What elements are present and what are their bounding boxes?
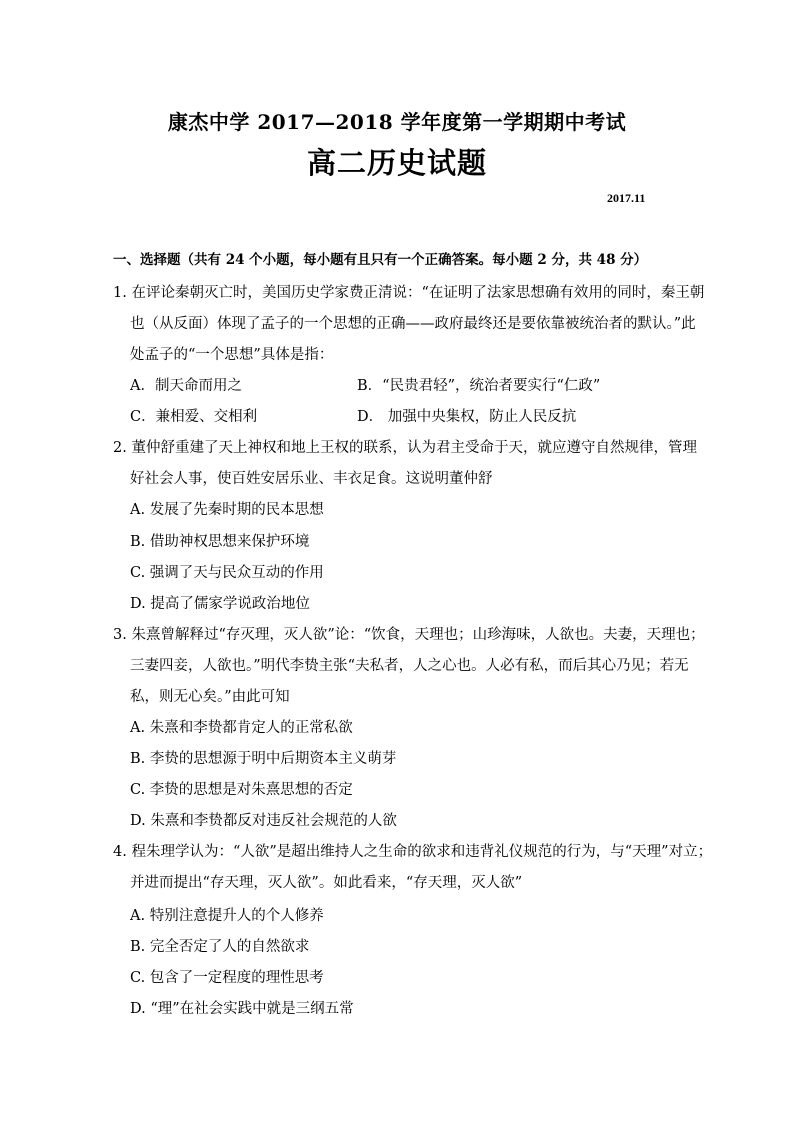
question-2-line-2: 好社会人事，使百姓安居乐业、丰衣足食。这说明董仲舒 <box>130 471 493 487</box>
question-1-line-2: 也（从反面）体现了孟子的一个思想的正确——政府最终还是要依靠被统治者的默认。”此 <box>130 316 696 332</box>
question-1-option-c: C．兼相爱、交相利 <box>130 409 258 425</box>
question-2-option-c: C. 强调了天与民众互动的作用 <box>130 565 324 581</box>
question-1-option-a: A．制天命而用之 <box>130 378 242 394</box>
question-4-option-a: A. 特别注意提升人的个人修养 <box>130 908 324 924</box>
question-3-option-d: D. 朱熹和李贽都反对违反社会规范的人欲 <box>130 813 397 829</box>
question-2-option-b: B. 借助神权思想来保护环境 <box>130 534 310 550</box>
question-3-line-2: 三妻四妾，人欲也。”明代李贽主张“夫私者，人之心也。人必有私，而后其心乃见；若无 <box>130 658 689 674</box>
question-1-option-d: D． 加强中央集权，防止人民反抗 <box>357 409 577 425</box>
question-2-option-d: D. 提高了儒家学说政治地位 <box>130 596 310 612</box>
question-2-option-a: A. 发展了先秦时期的民本思想 <box>130 502 324 518</box>
question-3-option-a: A. 朱熹和李贽都肯定人的正常私欲 <box>130 720 353 736</box>
exam-date: 2017.11 <box>607 191 646 205</box>
exam-subject-title: 高二历史试题 <box>306 146 487 180</box>
question-4-option-d: D. “理”在社会实践中就是三纲五常 <box>130 1001 354 1017</box>
section-heading: 一、选择题（共有 24 个小题，每小题有且只有一个正确答案。每小题 2 分，共 48 分） <box>113 252 648 268</box>
question-3-option-b: B. 李贽的思想源于明中后期资本主义萌芽 <box>130 751 397 767</box>
question-1-option-b: B．“民贵君轻”，统治者要实行“仁政” <box>357 378 601 394</box>
question-4-option-b: B. 完全否定了人的自然欲求 <box>130 939 310 955</box>
question-1-line-1: 1. 在评论秦朝灭亡时，美国历史学家费正清说：“在证明了法家思想确有效用的同时，秦王朝 <box>113 285 705 301</box>
question-3-line-3: 私，则无心矣。”由此可知 <box>130 689 290 705</box>
question-3-line-1: 3. 朱熹曾解释过“存灭理，灭人欲”论：“饮食，天理也；山珍海味，人欲也。夫妻，天理也； <box>113 627 705 643</box>
question-4-line-2: 并进而提出“存天理，灭人欲”。如此看来，“存天理，灭人欲” <box>130 875 523 891</box>
question-4-option-c: C. 包含了一定程度的理性思考 <box>130 970 324 986</box>
question-3-option-c: C. 李贽的思想是对朱熹思想的否定 <box>130 782 353 798</box>
exam-title: 康杰中学 2017—2018 学年度第一学期期中考试 <box>167 110 627 134</box>
question-2-line-1: 2. 董仲舒重建了天上神权和地上王权的联系，认为君主受命于天，就应遵守自然规律，管理 <box>113 440 697 456</box>
question-1-line-3: 处孟子的“一个思想”具体是指： <box>130 347 334 363</box>
question-4-line-1: 4. 程朱理学认为：“人欲”是超出维持人之生命的欲求和违背礼仪规范的行为，与“天理”对立； <box>113 844 713 860</box>
